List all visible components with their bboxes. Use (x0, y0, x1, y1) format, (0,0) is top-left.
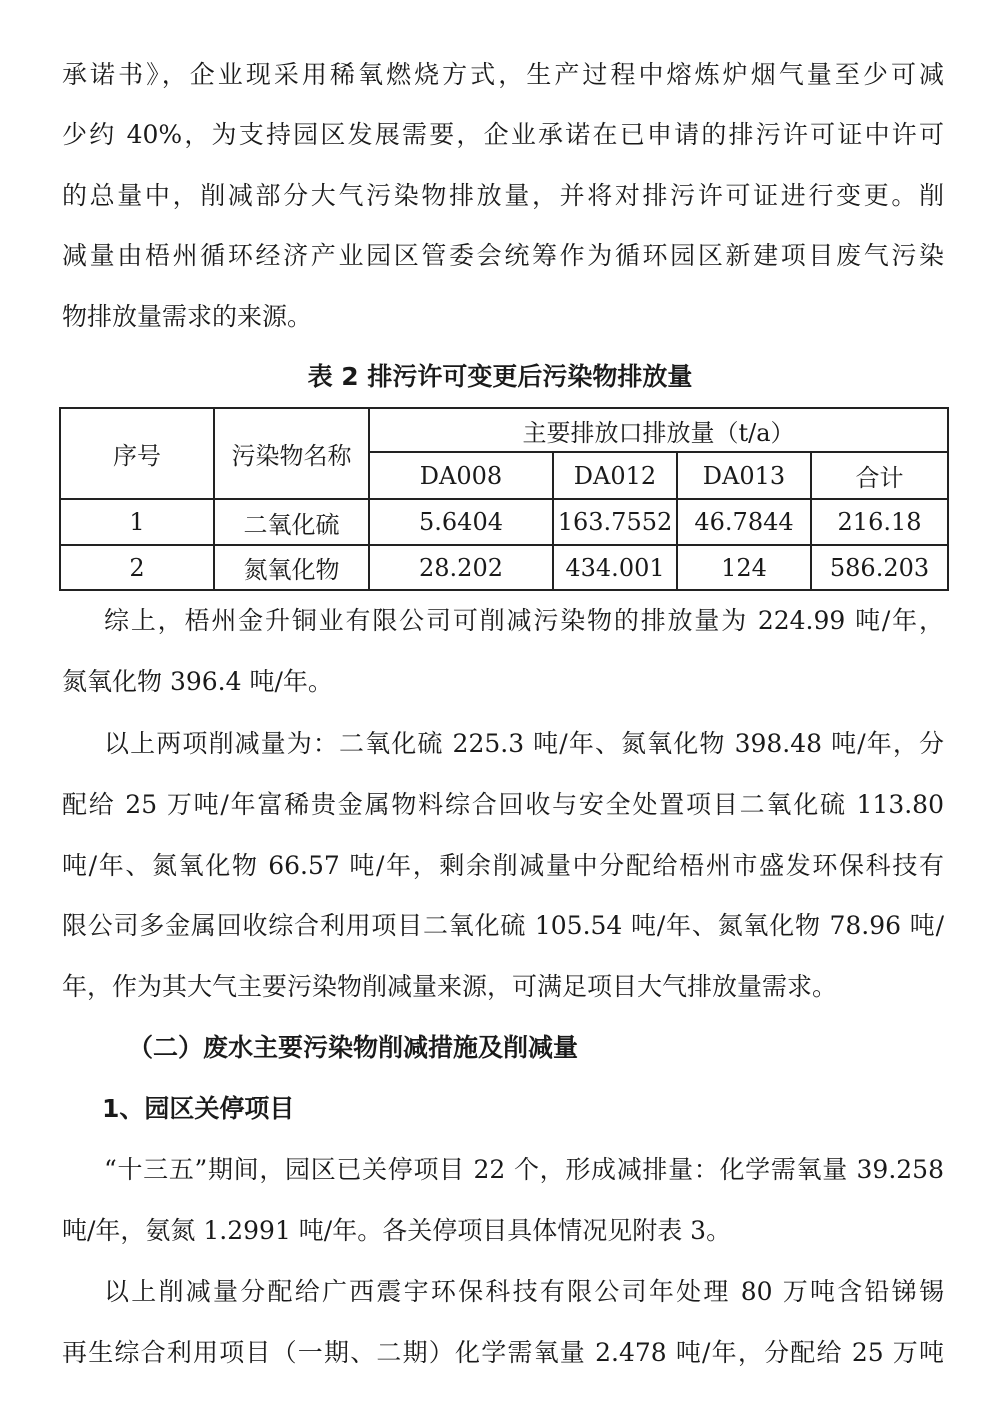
header-total: 合计 (811, 452, 948, 499)
cell-value: 5.6404 (369, 499, 553, 545)
cell-value: 28.202 (369, 545, 553, 590)
cell-index: 1 (60, 499, 214, 545)
cell-pollutant: 二氧化硫 (214, 499, 369, 545)
subsection-heading: 1、园区关停项目 (102, 1094, 295, 1123)
header-emission-group: 主要排放口排放量（t/a） (369, 408, 948, 452)
paragraph-line: 年，作为其大气主要污染物削减量来源，可满足项目大气排放量需求。 (62, 972, 838, 1001)
cell-total: 586.203 (811, 545, 948, 590)
cell-value: 46.7844 (677, 499, 811, 545)
paragraph-line: 吨/年，氨氮 1.2991 吨/年。各关停项目具体情况见附表 3。 (62, 1216, 732, 1245)
paragraph-line: 配给 25 万吨/年富稀贵金属物料综合回收与安全处置项目二氧化硫 113.80 (62, 790, 944, 819)
header-outlet: DA012 (553, 452, 677, 499)
header-index: 序号 (60, 408, 214, 499)
header-outlet: DA013 (677, 452, 811, 499)
paragraph-line: 综上，梧州金升铜业有限公司可削减污染物的排放量为 224.99 吨/年， (104, 606, 944, 635)
cell-value: 434.001 (553, 545, 677, 590)
table-caption: 表 2 排污许可变更后污染物排放量 (307, 362, 693, 391)
cell-total: 216.18 (811, 499, 948, 545)
paragraph-line: 氮氧化物 396.4 吨/年。 (62, 667, 333, 696)
paragraph-line: 以上两项削减量为：二氧化硫 225.3 吨/年、氮氧化物 398.48 吨/年，分 (104, 729, 944, 758)
cell-value: 124 (677, 545, 811, 590)
emissions-table (59, 407, 949, 591)
paragraph-line: 限公司多金属回收综合利用项目二氧化硫 105.54 吨/年、氮氧化物 78.96 吨/ (62, 911, 944, 940)
table-row (60, 545, 948, 590)
cell-pollutant: 氮氧化物 (214, 545, 369, 590)
paragraph-line: 承诺书》，企业现采用稀氧燃烧方式，生产过程中熔炼炉烟气量至少可减 (62, 60, 944, 89)
paragraph-line: 少约 40%，为支持园区发展需要，企业承诺在已申请的排污许可证中许可 (62, 120, 944, 149)
paragraph-line: 吨/年、氮氧化物 66.57 吨/年，剩余削减量中分配给梧州市盛发环保科技有 (62, 851, 944, 880)
header-pollutant-name: 污染物名称 (214, 408, 369, 499)
header-outlet: DA008 (369, 452, 553, 499)
paragraph-line: 以上削减量分配给广西震宇环保科技有限公司年处理 80 万吨含铅锑锡 (104, 1277, 944, 1306)
paragraph-line: 的总量中，削减部分大气污染物排放量，并将对排污许可证进行变更。削 (62, 181, 944, 210)
cell-index: 2 (60, 545, 214, 590)
table-row (60, 499, 948, 545)
section-heading: （二）废水主要污染物削减措施及削减量 (128, 1033, 579, 1062)
paragraph-line: 减量由梧州循环经济产业园区管委会统筹作为循环园区新建项目废气污染 (62, 241, 944, 270)
paragraph-line: 物排放量需求的来源。 (62, 302, 313, 331)
cell-value: 163.7552 (553, 499, 677, 545)
paragraph-line: “十三五”期间，园区已关停项目 22 个，形成减排量：化学需氧量 39.258 (104, 1155, 944, 1184)
paragraph-line: 再生综合利用项目（一期、二期）化学需氧量 2.478 吨/年，分配给 25 万吨 (62, 1338, 944, 1367)
